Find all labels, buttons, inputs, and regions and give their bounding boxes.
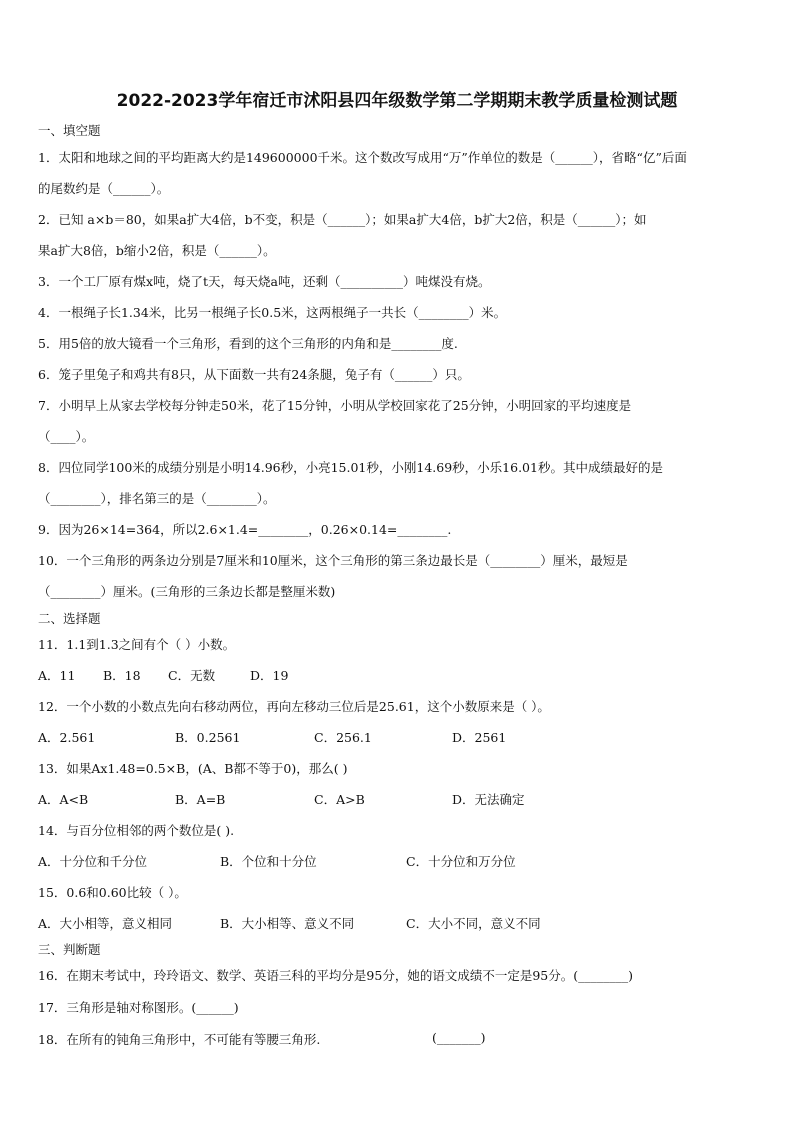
- option-11-c: C．无数: [168, 668, 216, 683]
- question-18: 18．在所有的钝角三角形中，不可能有等腰三角形.: [38, 1032, 321, 1047]
- question-13: 13．如果Ax1.48=0.5×B，(A、B都不等于0)，那么( ): [38, 761, 348, 776]
- question-2-line-1: 2．已知 a×b＝80，如果a扩大4倍，b不变，积是（______）；如果a扩大4倍，b扩大2倍，积是（______）；如: [38, 212, 647, 227]
- option-15-a: A．大小相等，意义相同: [38, 916, 173, 931]
- option-15-c: C．大小不同，意义不同: [406, 916, 541, 931]
- question-1-line-1: 1．太阳和地球之间的平均距离大约是149600000千米。这个数改写成用“万”作单位的数是（______），省略“亿”后面: [38, 150, 687, 165]
- option-12-a: A．2.561: [38, 730, 96, 745]
- option-13-c: C．A>B: [314, 792, 365, 807]
- question-16: 16．在期末考试中，玲玲语文、数学、英语三科的平均分是95分，她的语文成绩不一定是95分。(________): [38, 968, 633, 983]
- question-10-line-1: 10．一个三角形的两条边分别是7厘米和10厘米，这个三角形的第三条边最长是（________）厘米，最短是: [38, 553, 628, 568]
- option-14-c: C．十分位和万分位: [406, 854, 516, 869]
- question-3: 3．一个工厂原有煤x吨，烧了t天，每天烧a吨，还剩（__________）吨煤没有烧。: [38, 274, 491, 289]
- question-17: 17．三角形是轴对称图形。(______): [38, 1000, 239, 1015]
- question-10-line-2: （________）厘米。(三角形的三条边长都是整厘米数): [38, 584, 336, 599]
- option-11-b: B．18: [103, 668, 141, 683]
- question-15: 15．0.6和0.60比较（ ）。: [38, 885, 187, 900]
- section-heading-true-false: 三、判断题: [38, 942, 101, 957]
- question-2-line-2: 果a扩大8倍，b缩小2倍，积是（______）。: [38, 243, 276, 258]
- option-15-b: B．大小相等、意义不同: [220, 916, 355, 931]
- question-5: 5．用5倍的放大镜看一个三角形，看到的这个三角形的内角和是________度.: [38, 336, 458, 351]
- option-14-b: B．个位和十分位: [220, 854, 317, 869]
- section-heading-fill-blank: 一、填空题: [38, 123, 101, 138]
- page-title: 2022-2023学年宿迁市沭阳县四年级数学第二学期期末教学质量检测试题: [116, 91, 678, 111]
- question-4: 4．一根绳子长1.34米，比另一根绳子长0.5米，这两根绳子一共长（________）米。: [38, 305, 507, 320]
- question-6: 6．笼子里兔子和鸡共有8只，从下面数一共有24条腿，兔子有（______）只。: [38, 367, 470, 382]
- option-11-d: D．19: [250, 668, 289, 683]
- question-11: 11．1.1到1.3之间有个（ ）小数。: [38, 637, 236, 652]
- option-13-a: A．A<B: [38, 792, 89, 807]
- option-12-c: C．256.1: [314, 730, 372, 745]
- question-7-line-2: （____）。: [38, 429, 95, 444]
- question-12: 12．一个小数的小数点先向右移动两位，再向左移动三位后是25.61，这个小数原来是（ ）。: [38, 699, 550, 714]
- question-8-line-1: 8．四位同学100米的成绩分别是小明14.96秒，小亮15.01秒，小刚14.69秒，小乐16.01秒。其中成绩最好的是: [38, 460, 663, 475]
- section-heading-choice: 二、选择题: [38, 611, 101, 626]
- question-14: 14．与百分位相邻的两个数位是( ).: [38, 823, 235, 838]
- question-7-line-1: 7．小明早上从家去学校每分钟走50米，花了15分钟，小明从学校回家花了25分钟，小明回家的平均速度是: [38, 398, 632, 413]
- option-12-b: B．0.2561: [175, 730, 241, 745]
- option-12-d: D．2561: [452, 730, 507, 745]
- question-18-answer-blank: (_______): [432, 1030, 486, 1045]
- question-1-line-2: 的尾数约是（______）。: [38, 181, 170, 196]
- option-11-a: A．11: [38, 668, 76, 683]
- option-13-d: D．无法确定: [452, 792, 525, 807]
- option-14-a: A．十分位和千分位: [38, 854, 148, 869]
- question-9: 9．因为26×14=364，所以2.6×1.4=________，0.26×0.14=________.: [38, 522, 452, 537]
- question-8-line-2: （________），排名第三的是（________）。: [38, 491, 276, 506]
- option-13-b: B．A=B: [175, 792, 226, 807]
